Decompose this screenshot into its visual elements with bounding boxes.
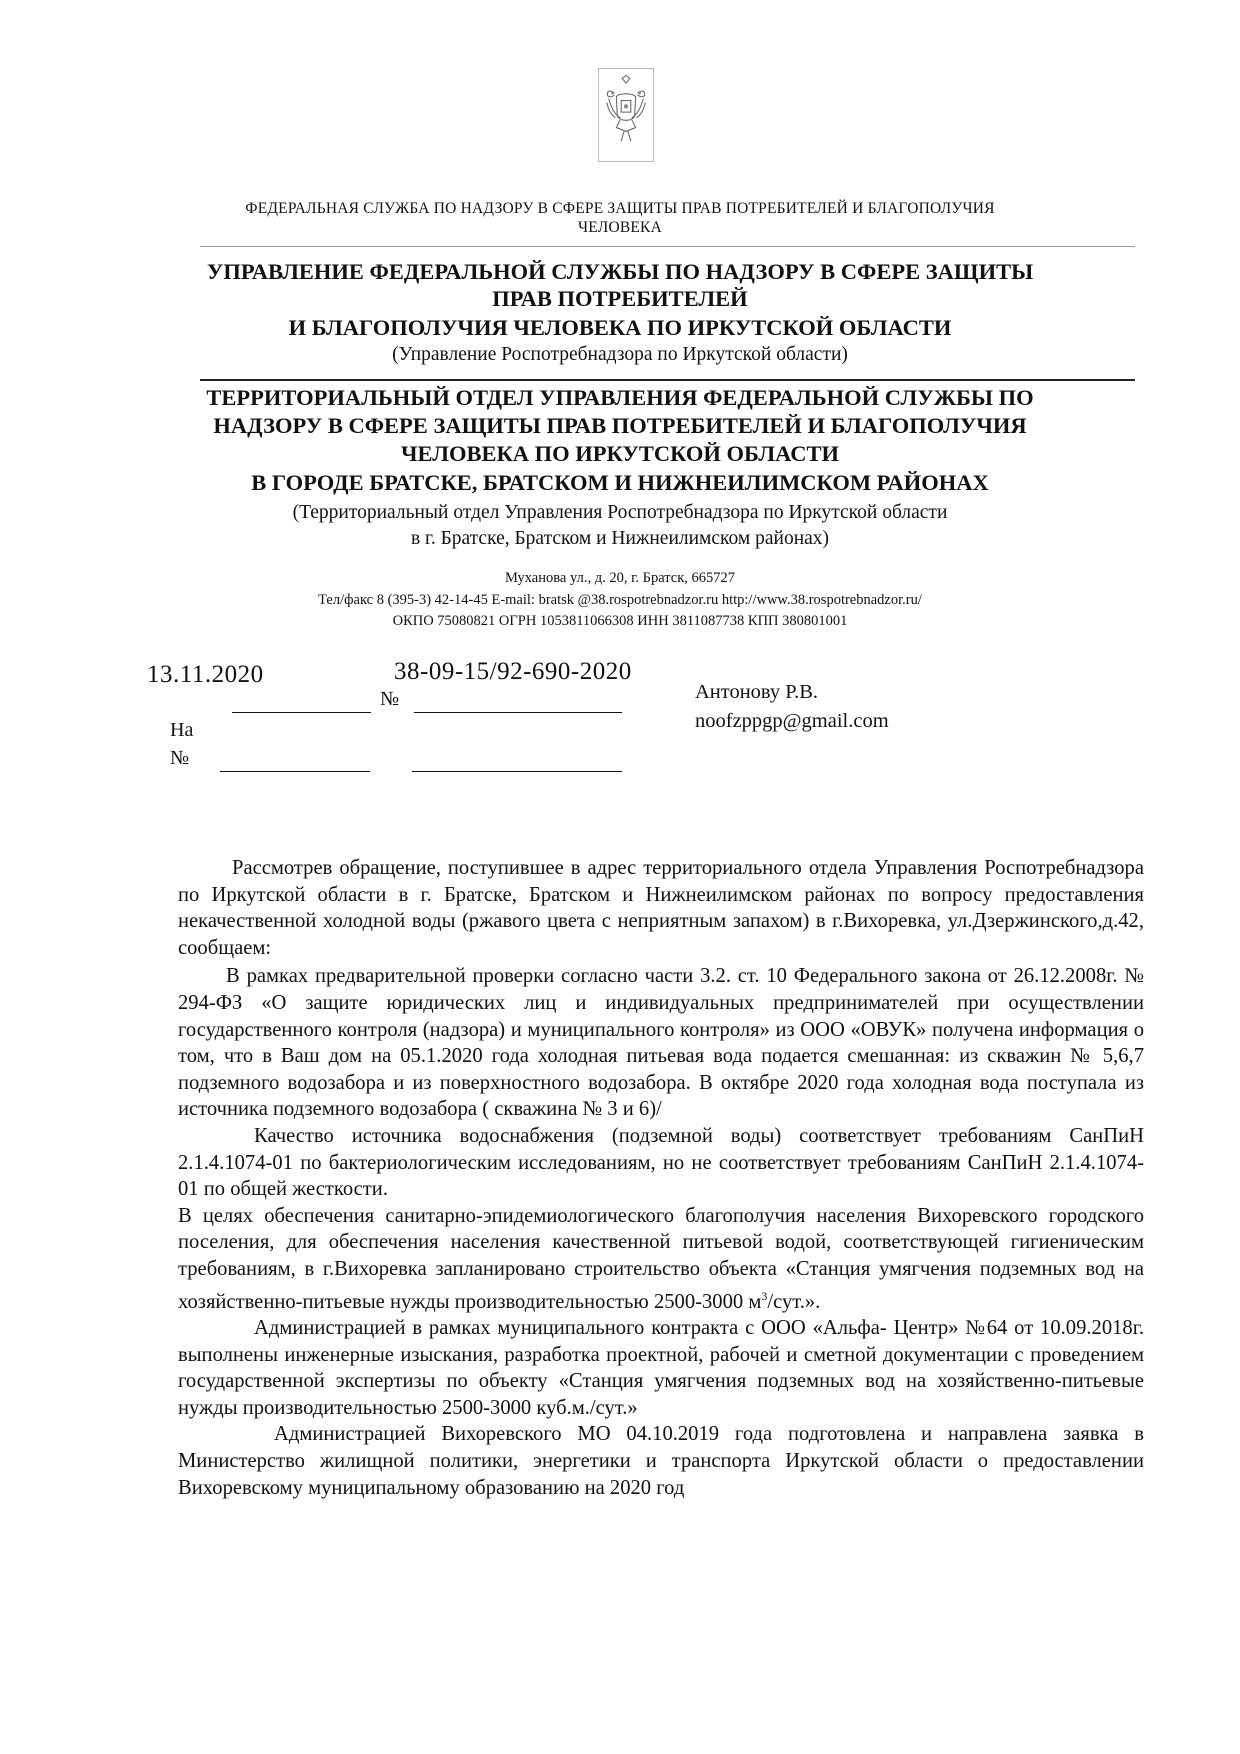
federal-service-line-1: ФЕДЕРАЛЬНАЯ СЛУЖБА ПО НАДЗОРУ В СФЕРЕ ЗАЩИТЫ ПРАВ ПОТРЕБИТЕЛЕЙ И БЛАГОПОЛУЧИЯ <box>245 200 995 217</box>
directorate-title-line-3: И БЛАГОПОЛУЧИЯ ЧЕЛОВЕКА ПО ИРКУТСКОЙ ОБЛАСТИ <box>288 315 952 340</box>
letter-body <box>178 855 1144 1501</box>
registry-codes: ОКПО 75080821 ОГРН 1053811066308 ИНН 3811087738 КПП 380801001 <box>392 613 848 629</box>
paragraph-6: Администрацией Вихоревского МО 04.10.2019 года подготовлена и направлена заявка в Министерство жилищной политики, энергетики и транспорта Иркутской области о предоставлении Вихоревскому муниципальному образованию на 2020 год <box>178 1423 1144 1499</box>
federal-service-line-2: ЧЕЛОВЕКА <box>578 219 662 236</box>
coat-of-arms-emblem <box>598 68 654 162</box>
reply-to-label: На <box>170 719 194 741</box>
paragraph-3: Качество источника водоснабжения (подземной воды) соответствует требованиям СанПиН 2.1.4.1074-01 по бактериологическим исследованиям, но не соответствует требованиям СанПиН 2.1.4.1074-01 по общей жесткости. <box>178 1124 1144 1201</box>
reply-date-underline <box>220 771 370 772</box>
addressee-name: Антонову Р.В. <box>695 681 819 703</box>
department-title-line-4: В ГОРОДЕ БРАТСКЕ, БРАТСКОМ И НИЖНЕИЛИМСКОМ РАЙОНАХ <box>251 470 989 495</box>
directorate-short-name: (Управление Роспотребнадзора по Иркутской области) <box>392 344 848 365</box>
number-label: № <box>380 688 400 710</box>
directorate-title-line-2: ПРАВ ПОТРЕБИТЕЛЕЙ <box>492 286 748 311</box>
cubic-superscript: 3 <box>761 1288 768 1303</box>
paragraph-4-text: В целях обеспечения санитарно-эпидемиологического благополучия населения Вихоревского городского поселения, для обеспечения населения качественной питьевой водой, соответствующей гигиеническим требованиям, в г.Вихоревка запланировано строительство объекта «Станция умягчения подземных вод на хозяйственно-питьевые нужды производительностью 2500-3000 м <box>178 1204 1144 1313</box>
paragraph-1: Рассмотрев обращение, поступившее в адрес территориального отдела Управления Роспотребнадзора по Иркутской области в г. Братске, Братском и Нижнеилимском районах по вопросу предоставления некачественной холодной воды (ржавого цвета с неприятным запахом) в г.Вихоревка, ул.Дзержинского,д.42, сообщаем: <box>178 857 1144 959</box>
date-underline <box>232 712 371 713</box>
reply-number-underline <box>412 771 622 772</box>
paragraph-4-end: /сут.». <box>767 1290 821 1313</box>
header-divider-top <box>200 246 1135 247</box>
paragraph-4 <box>178 1203 1144 1315</box>
contact-line: Тел/факс 8 (395-3) 42-14-45 E-mail: bratsk @38.rospotrebnadzor.ru http://www.38.rospotrebnadzor.ru/ <box>318 592 922 608</box>
department-short-name-line-1: (Территориальный отдел Управления Роспотребнадзора по Иркутской области <box>292 502 948 523</box>
postal-address: Муханова ул., д. 20, г. Братск, 665727 <box>504 570 736 586</box>
double-headed-eagle-icon <box>599 69 653 161</box>
department-short-name-line-2: в г. Братске, Братском и Нижнеилимском районах) <box>410 528 830 549</box>
reply-number-label: № <box>170 747 190 769</box>
department-title-line-2: НАДЗОРУ В СФЕРЕ ЗАЩИТЫ ПРАВ ПОТРЕБИТЕЛЕЙ И БЛАГОПОЛУЧИЯ <box>213 413 1027 438</box>
directorate-title-line-1: УПРАВЛЕНИЕ ФЕДЕРАЛЬНОЙ СЛУЖБЫ ПО НАДЗОРУ В СФЕРЕ ЗАЩИТЫ <box>206 259 1034 284</box>
number-underline <box>414 712 622 713</box>
outgoing-date: 13.11.2020 <box>147 661 264 688</box>
outgoing-number: 38-09-15/92-690-2020 <box>394 658 632 685</box>
addressee-email: noofzppgp@gmail.com <box>695 710 889 732</box>
header-divider-middle <box>200 379 1135 381</box>
department-title-line-1: ТЕРРИТОРИАЛЬНЫЙ ОТДЕЛ УПРАВЛЕНИЯ ФЕДЕРАЛЬНОЙ СЛУЖБЫ ПО <box>206 385 1034 410</box>
paragraph-2: В рамках предварительной проверки согласно части 3.2. ст. 10 Федерального закона от 26.12.2008г. № 294-ФЗ «О защите юридических лиц и индивидуальных предпринимателей при осуществлении государственного контроля (надзора) и муниципального контроля» из ООО «ОВУК» получена информация о том, что в Ваш дом на 05.1.2020 года холодная питьевая вода подается смешанная: из скважин № 5,6,7 подземного водозабора и из поверхностного водозабора. В октябре 2020 года холодная вода поступала из источника подземного водозабора ( скважина № 3 и 6)/ <box>178 965 1144 1121</box>
department-title-line-3: ЧЕЛОВЕКА ПО ИРКУТСКОЙ ОБЛАСТИ <box>400 441 840 466</box>
paragraph-5: Администрацией в рамках муниципального контракта с ООО «Альфа- Центр» №64 от 10.09.2018г. выполнены инженерные изыскания, разработка проектной, рабочей и сметной документации с проведением государственной экспертизы по объекту «Станция умягчения подземных вод на хозяйственно-питьевые нужды производительностью 2500-3000 куб.м./сут.» <box>178 1316 1144 1419</box>
